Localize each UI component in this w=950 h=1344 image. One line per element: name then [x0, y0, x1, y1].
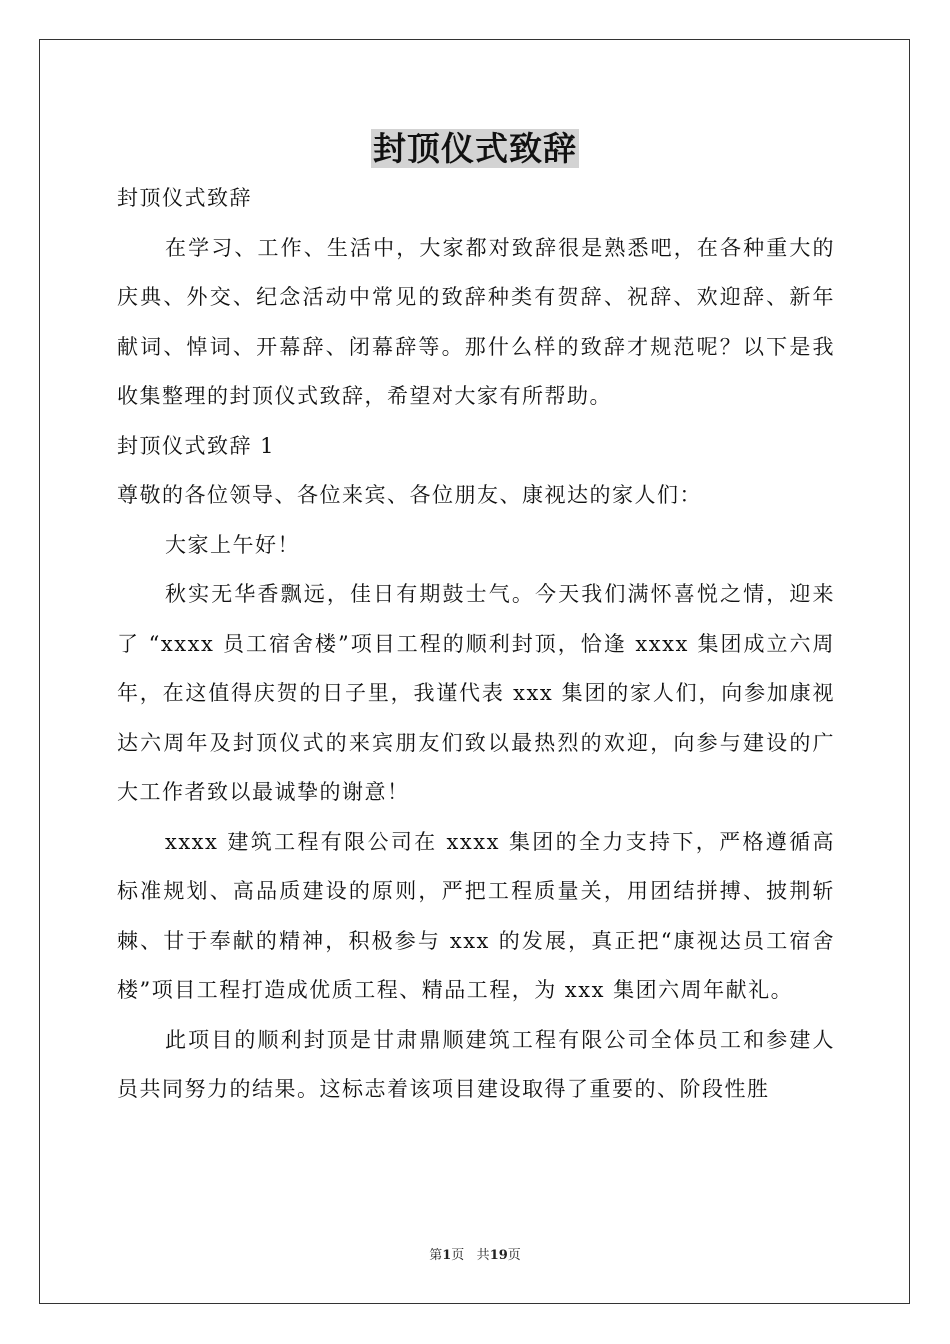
subtitle-paragraph: 封顶仪式致辞 [117, 186, 252, 210]
total-suffix: 页 [507, 1248, 521, 1263]
body-paragraph: 此项目的顺利封顶是甘肃鼎顺建筑工程有限公司全体员工和参建人员共同努力的结果。这标志着该项目建设取得了重要的、阶段性胜 [117, 1027, 835, 1101]
section-heading: 封顶仪式致辞 1 [117, 433, 276, 458]
body-paragraph: xxxx 建筑工程有限公司在 xxxx 集团的全力支持下，严格遵循高标准规划、高品质建设的原则，严把工程质量关，用团结拼搏、披荆斩棘、甘于奉献的精神，积极参与 xxx 的发展，真正把“康视达员工宿舍楼”项目工程打造成优质工程、精品工程，为 xxx 集团六周年献礼。 [117, 829, 835, 1002]
document-body [117, 174, 835, 1115]
page-suffix: 页 [451, 1248, 465, 1263]
salutation-paragraph: 尊敬的各位领导、各位来宾、各位朋友、康视达的家人们： [117, 483, 702, 507]
document-title [0, 124, 950, 174]
total-prefix: 共 [476, 1248, 490, 1263]
title-text: 封顶仪式致辞 [373, 129, 577, 168]
total-pages: 19 [489, 1248, 508, 1263]
page-footer [0, 1247, 950, 1265]
body-paragraph: 秋实无华香飘远，佳日有期鼓士气。今天我们满怀喜悦之情，迎来了 “xxxx 员工宿舍楼”项目工程的顺利封顶，恰逢 xxxx 集团成立六周年，在这值得庆贺的日子里，我谨代表 xxx 集团的家人们，向参加康视达六周年及封顶仪式的来宾朋友们致以最热烈的欢迎，向参与建设的广大工作者致以最诚挚的谢意！ [117, 582, 835, 804]
page-number: 1 [442, 1248, 452, 1263]
greeting-paragraph: 大家上午好！ [165, 532, 300, 557]
page-prefix: 第 [429, 1248, 443, 1263]
intro-paragraph: 在学习、工作、生活中，大家都对致辞很是熟悉吧，在各种重大的庆典、外交、纪念活动中常见的致辞种类有贺辞、祝辞、欢迎辞、新年献词、悼词、开幕辞、闭幕辞等。那什么样的致辞才规范呢？以下是我收集整理的封顶仪式致辞，希望对大家有所帮助。 [117, 235, 835, 408]
